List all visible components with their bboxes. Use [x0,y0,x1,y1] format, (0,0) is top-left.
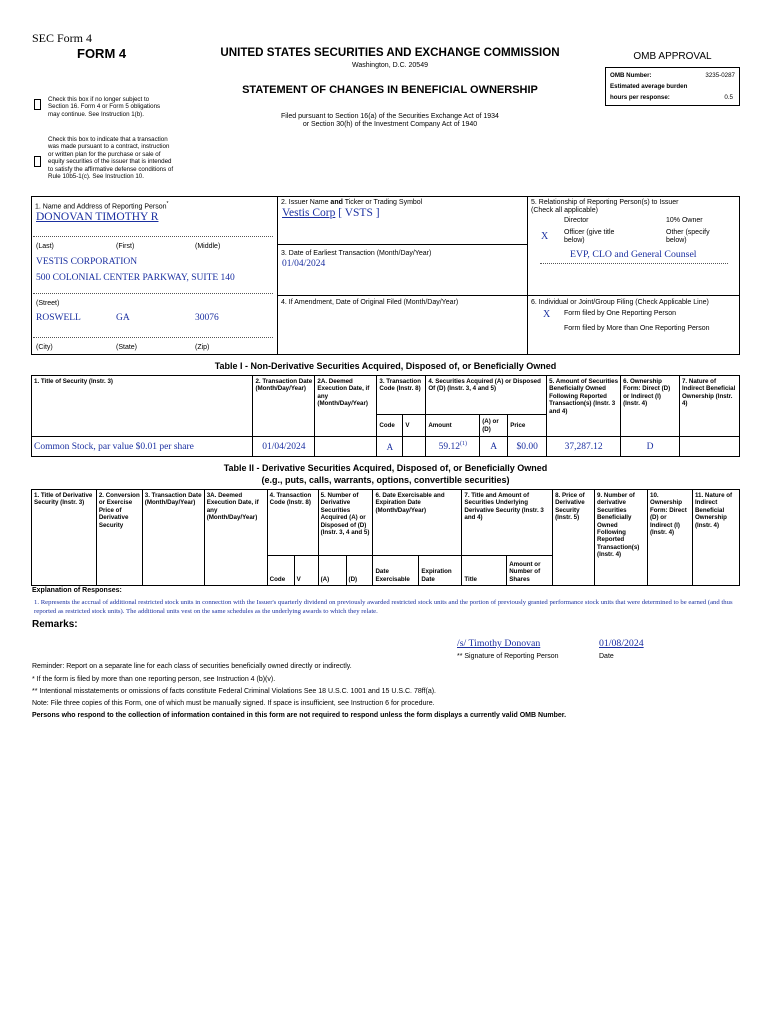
officer-label-2: below) [564,237,585,244]
omb-number-value: 3235-0287 [705,72,735,79]
one-reporting-mark: X [543,309,551,320]
omb-burden-value: 0.5 [724,94,733,101]
box2-label [281,199,422,207]
t1-row-code: A [377,437,403,457]
officer-mark: X [541,231,549,242]
t1-row-price: $0.00 [508,437,547,457]
signature-label: ** Signature of Reporting Person [457,653,559,660]
t2-col-number: 5. Number of Derivative Securities Acquired (A) or Disposed of (D) (Instr. 3, 4 and 5) [318,490,373,556]
first-label: (First) [116,243,135,250]
city-underline [33,337,273,338]
box4-label: 4. If Amendment, Date of Original Filed (Month/Day/Year) [281,299,459,306]
ticker-symbol: [ VSTS ] [338,207,380,219]
officer-label-1: Officer (give title [564,229,615,236]
explanation-label: Explanation of Responses: [32,587,122,594]
officer-title: EVP, CLO and General Counsel [570,249,697,260]
divider [277,196,278,355]
t1-sub-amount: Amount [426,415,480,437]
t2-sub-date-ex: Date Exercisable [373,556,419,586]
table2-title-1: Table II - Derivative Securities Acquired, Disposed of, or Beneficially Owned [223,463,548,473]
signature-value: /s/ Timothy Donovan [457,638,541,649]
state-value: GA [116,313,130,323]
explanation-text: 1. Represents the accrual of additional restricted stock units in connection with the Issuer's quarterly dividend on previously awarded restricted stock units and the portion of previously granted performance stock units that were determined to be earned (and thus reported as restricted stock units). The additional units vest on the same schedules as the underlying awards to which they relate. [34,599,733,615]
statement-title: STATEMENT OF CHANGES IN BENEFICIAL OWNERSHIP [242,84,538,96]
t2-sub-exp: Expiration Date [419,556,462,586]
doc-caption: SEC Form 4 [32,31,93,45]
filed-pursuant-line-1: Filed pursuant to Section 16(a) of the Securities Exchange Act of 1934 [281,113,499,120]
t1-row-date: 01/04/2024 [253,437,315,457]
remarks-label: Remarks: [32,619,78,630]
omb-title: OMB APPROVAL [633,51,712,62]
t2-sub-a: (A) [318,556,346,586]
box2-label-and: and [330,199,343,206]
box2-label-pre: 2. Issuer Name [281,199,331,206]
box5-label-1: 5. Relationship of Reporting Person(s) to Issuer [531,199,679,206]
table1-title: Table I - Non-Derivative Securities Acquired, Disposed of, or Beneficially Owned [214,361,557,371]
box1-label [35,200,168,212]
t1-sub-code: Code [377,415,403,437]
t2-sub-code: Code [267,556,294,586]
agency-name: UNITED STATES SECURITIES AND EXCHANGE COMMISSION [220,46,560,59]
middle-label: (Middle) [195,243,221,250]
table2 [31,489,740,586]
footer-note: Note: File three copies of this Form, one of which must be manually signed. If space is insufficient, see Instruction 6 for procedure. [32,700,435,707]
t2-col-nature: 11. Nature of Indirect Beneficial Ownership (Instr. 4) [692,490,739,586]
more-reporting-label: Form filed by More than One Reporting Person [564,325,710,332]
t1-row-title: Common Stock, par value $0.01 per share [32,437,253,457]
earliest-transaction-date: 01/04/2024 [282,259,326,269]
rule-10b5-checkbox[interactable] [34,156,41,167]
no-longer-subject-checkbox[interactable] [34,99,41,110]
t1-col-owned: 5. Amount of Securities Beneficially Owned Following Reported Transaction(s) (Instr. 3 and 4) [547,376,621,437]
t2-col-date: 3. Transaction Date (Month/Day/Year) [142,490,204,586]
t2-col-price: 2. Conversion or Exercise Price of Derivative Security [96,490,142,586]
other-label-2: below) [666,237,687,244]
date-label: Date [599,653,614,660]
table2-title-2: (e.g., puts, calls, warrants, options, convertible securities) [261,475,510,485]
footer-misstatements: ** Intentional misstatements or omissions of facts constitute Federal Criminal Violations See 18 U.S.C. 1001 and 15 U.S.C. 78ff(a). [32,688,436,695]
t2-sub-d: (D) [346,556,373,586]
table1 [31,375,740,457]
t1-row-amount [426,437,480,457]
box1-label-text: 1. Name and Address of Reporting Person [35,203,167,211]
divider [277,244,527,245]
box1-label-sup: * [166,201,169,207]
t1-col-nature: 7. Nature of Indirect Beneficial Ownership (Instr. 4) [679,376,739,437]
agency-location: Washington, D.C. 20549 [351,62,428,69]
t1-col-title: 1. Title of Security (Instr. 3) [32,376,253,437]
omb-box [605,67,740,106]
box2-label-post: Ticker or Trading Symbol [342,199,423,206]
box3-label: 3. Date of Earliest Transaction (Month/Day/Year) [281,250,432,257]
t1-sub-aord: (A) or (D) [480,415,508,437]
one-reporting-label: Form filed by One Reporting Person [564,310,677,317]
t1-col-acquired: 4. Securities Acquired (A) or Disposed Of (D) (Instr. 3, 4 and 5) [426,376,547,415]
name-underline [33,236,273,237]
divider [527,196,528,355]
t1-col-code: 3. Transaction Code (Instr. 8) [377,376,426,415]
footer-omb-notice: Persons who respond to the collection of information contained in this form are not required to respond unless the form displays a currently valid OMB Number. [32,712,567,719]
zip-label: (Zip) [195,344,210,351]
signature-date: 01/08/2024 [599,638,644,649]
t2-col-title: 1. Title of Derivative Security (Instr. 3) [32,490,97,586]
t2-col-deemed: 3A. Deemed Execution Date, if any (Month/Day/Year) [204,490,267,586]
form-title: FORM 4 [77,46,127,61]
street-label: (Street) [36,300,60,307]
omb-number-label: OMB Number: [610,72,652,79]
t2-col-underlying: 7. Title and Amount of Securities Underlying Derivative Security (Instr. 3 and 4) [462,490,553,556]
other-label-1: Other (specify [666,229,710,236]
officer-title-underline [540,263,728,264]
zip-value: 30076 [195,313,219,323]
footer-reminder: Reminder: Report on a separate line for each class of securities beneficially owned directly or indirectly. [32,663,352,670]
t1-row-form: D [621,437,680,457]
divider [277,295,740,296]
t1-row-owned: 37,287.12 [547,437,621,457]
box5-label-2: (Check all applicable) [531,207,598,214]
t2-col-exercisable: 6. Date Exercisable and Expiration Date (Month/Day/Year) [373,490,462,556]
address-value: 500 COLONIAL CENTER PARKWAY, SUITE 140 [36,273,235,283]
box6-label: 6. Individual or Joint/Group Filing (Check Applicable Line) [531,299,709,306]
no-longer-subject-text: Check this box if no longer subject to Section 16. Form 4 or Form 5 obligations may continue. See Instruction 1(b). [48,96,161,118]
t1-col-deemed: 2A. Deemed Execution Date, if any (Month/Day/Year) [315,376,377,437]
omb-burden-label-1: Estimated average burden [610,83,688,90]
t2-sub-amount: Amount or Number of Shares [507,556,553,586]
t1-sub-v: V [403,415,426,437]
last-label: (Last) [36,243,54,250]
company-value: VESTIS CORPORATION [36,257,138,267]
t1-row-v [403,437,426,457]
director-label: Director [564,217,589,224]
t2-col-deriv-price: 8. Price of Derivative Security (Instr. 5) [553,490,595,586]
t1-row-aord: A [480,437,508,457]
reporting-person-name[interactable]: DONOVAN TIMOTHY R [36,211,159,223]
t2-sub-v: V [294,556,318,586]
issuer-link[interactable]: Vestis Corp [282,207,336,219]
city-value: ROSWELL [36,313,81,323]
footer-multiple-persons: * If the form is filed by more than one reporting person, see Instruction 4 (b)(v). [32,676,276,683]
t1-sub-price: Price [508,415,547,437]
t2-col-owned: 9. Number of derivative Securities Beneficially Owned Following Reported Transaction(s) (Instr. 4) [595,490,648,586]
t2-col-code: 4. Transaction Code (Instr. 8) [267,490,318,556]
issuer-name [282,207,380,219]
t1-row-deemed [315,437,377,457]
omb-burden-label-2: hours per response: [610,94,670,101]
city-label: (City) [36,344,53,351]
rule-10b5-text: Check this box to indicate that a transaction was made pursuant to a contract, instruction or written plan for the purchase or sale of equity securities of the issuer that is intended to satisfy the affirmative defense conditions of Rule 10b5-1(c). See Instruction 10. [48,136,174,181]
t1-row-amount-footnote: (1) [459,440,467,447]
ten-pct-owner-label: 10% Owner [666,217,703,224]
t1-col-form: 6. Ownership Form: Direct (D) or Indirect (I) (Instr. 4) [621,376,680,437]
t2-sub-title: Title [462,556,507,586]
t1-col-date: 2. Transaction Date (Month/Day/Year) [253,376,315,437]
t1-row-nature [679,437,739,457]
t2-col-form: 10. Ownership Form: Direct (D) or Indirect (I) (Instr. 4) [648,490,693,586]
filed-pursuant-line-2: or Section 30(h) of the Investment Company Act of 1940 [302,121,478,128]
state-label: (State) [116,344,138,351]
table-row [32,437,740,457]
t1-row-amount-value: 59.12 [438,442,460,453]
address-underline [33,293,273,294]
